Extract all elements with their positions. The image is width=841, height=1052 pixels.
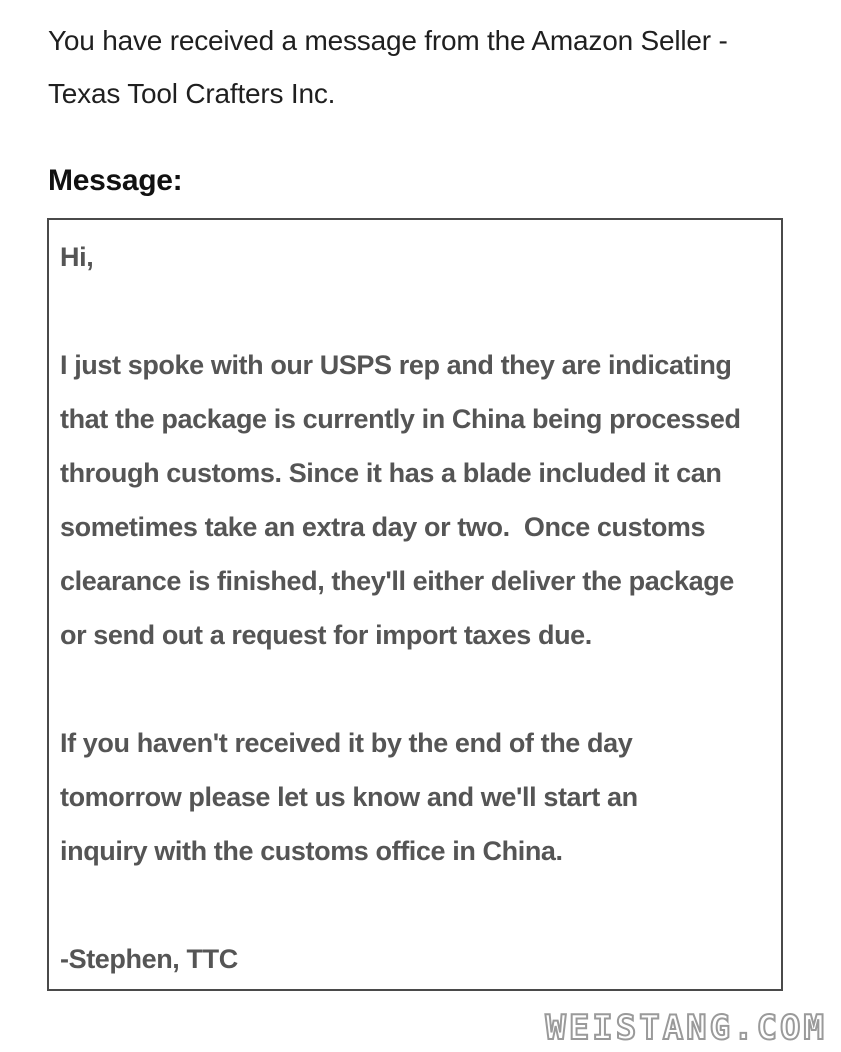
message-heading: Message: — [48, 164, 183, 197]
message-body — [60, 230, 776, 986]
message-line: inquiry with the customs office in China. — [60, 836, 563, 866]
paragraph-gap — [60, 878, 776, 932]
message-line: through customs. Since it has a blade included it can — [60, 458, 722, 488]
message-line: or send out a request for import taxes due. — [60, 620, 592, 650]
paragraph-gap — [60, 284, 776, 338]
seller-intro — [48, 14, 788, 120]
intro-line-2: Texas Tool Crafters Inc. — [48, 78, 336, 109]
message-box — [47, 218, 783, 991]
paragraph-gap — [60, 662, 776, 716]
message-line: If you haven't received it by the end of the day — [60, 728, 633, 758]
message-line: I just spoke with our USPS rep and they are indicating — [60, 350, 732, 380]
watermark-logo: WEISTANG.COM — [545, 1008, 827, 1048]
message-greeting: Hi, — [60, 242, 94, 272]
intro-line-1: You have received a message from the Amazon Seller - — [48, 25, 728, 56]
message-line: tomorrow please let us know and we'll start an — [60, 782, 638, 812]
message-line: sometimes take an extra day or two. Once customs — [60, 512, 706, 542]
message-signature: -Stephen, TTC — [60, 944, 238, 974]
message-line: that the package is currently in China being processed — [60, 404, 741, 434]
message-line: clearance is finished, they'll either deliver the package — [60, 566, 734, 596]
